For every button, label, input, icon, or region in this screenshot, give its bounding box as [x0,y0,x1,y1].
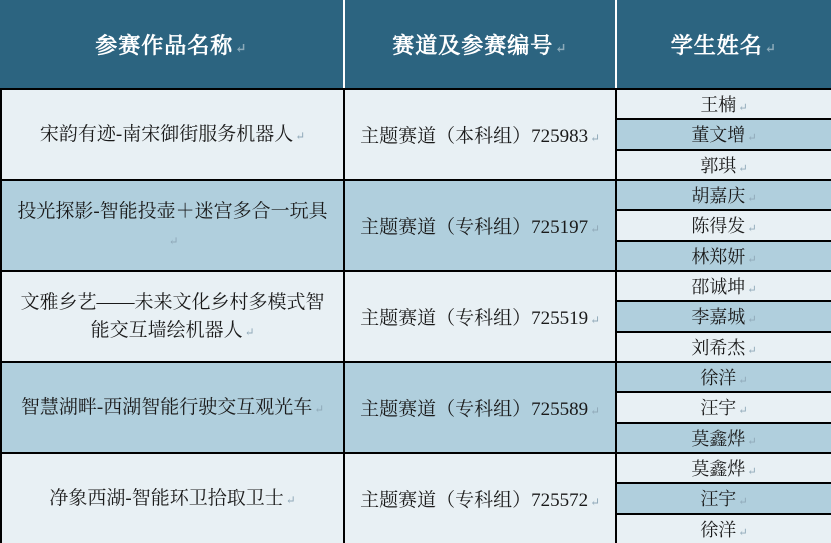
students-cell-group [617,181,831,270]
project-name-cell [0,272,345,361]
track-number-cell [345,363,617,452]
student-name: 董文增 ↵ [691,121,756,147]
student-name: 胡嘉庆 ↵ [691,182,756,208]
student-name-cell [617,90,831,118]
student-name-cell [617,422,831,452]
student-name-cell [617,181,831,209]
column-header-track-label: 赛道及参赛编号 ↵ [392,29,567,60]
students-cell-group [617,90,831,179]
column-header-project-label: 参赛作品名称 ↵ [95,29,247,60]
student-name-cell [617,300,831,330]
project-name-cell [0,363,345,452]
student-name-cell [617,240,831,270]
track-number-cell [345,181,617,270]
track-number: 主题赛道（专科组）725572 ↵ [360,485,600,512]
project-name-cell [0,90,345,179]
project-name: 智慧湖畔-西湖智能行驶交互观光车 ↵ [21,394,324,422]
student-name-cell [617,118,831,148]
student-name: 李嘉城 ↵ [691,303,756,329]
student-name: 刘希杰 ↵ [691,334,756,360]
track-number: 主题赛道（专科组）725519 ↵ [360,303,600,330]
table-row-entry-2 [0,179,831,270]
student-name: 陈得发 ↵ [691,212,756,238]
table-row-entry-1 [0,90,831,179]
student-name: 王楠 ↵ [700,91,747,117]
project-name-cell [0,181,345,270]
project-name: 文雅乡艺——未来文化乡村多模式智能交互墙绘机器人 ↵ [16,289,329,344]
table-row-entry-5 [0,452,831,543]
student-name-cell [617,454,831,482]
student-name-cell [617,272,831,300]
student-name: 邵诚坤 ↵ [691,273,756,299]
student-name-cell [617,209,831,239]
student-name-cell [617,513,831,543]
student-name: 徐洋 ↵ [700,516,747,542]
student-name-cell [617,391,831,421]
student-name: 汪宇 ↵ [700,394,747,420]
track-number: 主题赛道（专科组）725589 ↵ [360,394,600,421]
project-name-cell [0,454,345,543]
student-name: 莫鑫烨 ↵ [691,455,756,481]
student-name: 林郑妍 ↵ [691,243,756,269]
student-name: 徐洋 ↵ [700,364,747,390]
column-header-students [617,0,831,88]
table-body [0,88,831,543]
track-number: 主题赛道（专科组）725197 ↵ [360,212,600,239]
students-cell-group [617,363,831,452]
track-number-cell [345,454,617,543]
project-name: 净象西湖-智能环卫拾取卫士 ↵ [49,485,295,513]
track-number-cell [345,272,617,361]
column-header-track [345,0,617,88]
track-number-cell [345,90,617,179]
students-cell-group [617,272,831,361]
students-cell-group [617,454,831,543]
table-header-row [0,0,831,88]
project-name: 投光探影-智能投壶＋迷宫多合一玩具 ↵ [16,198,329,253]
project-name: 宋韵有迹-南宋御街服务机器人 ↵ [40,121,305,149]
student-name-cell [617,482,831,512]
table-row-entry-4 [0,361,831,452]
table-row-entry-3 [0,270,831,361]
column-header-students-label: 学生姓名 ↵ [671,29,777,60]
student-name-cell [617,331,831,361]
student-name-cell [617,149,831,179]
student-name: 莫鑫烨 ↵ [691,425,756,451]
student-name: 汪宇 ↵ [700,485,747,511]
column-header-project [0,0,345,88]
student-name: 郭琪 ↵ [700,152,747,178]
track-number: 主题赛道（本科组）725983 ↵ [360,121,600,148]
student-name-cell [617,363,831,391]
